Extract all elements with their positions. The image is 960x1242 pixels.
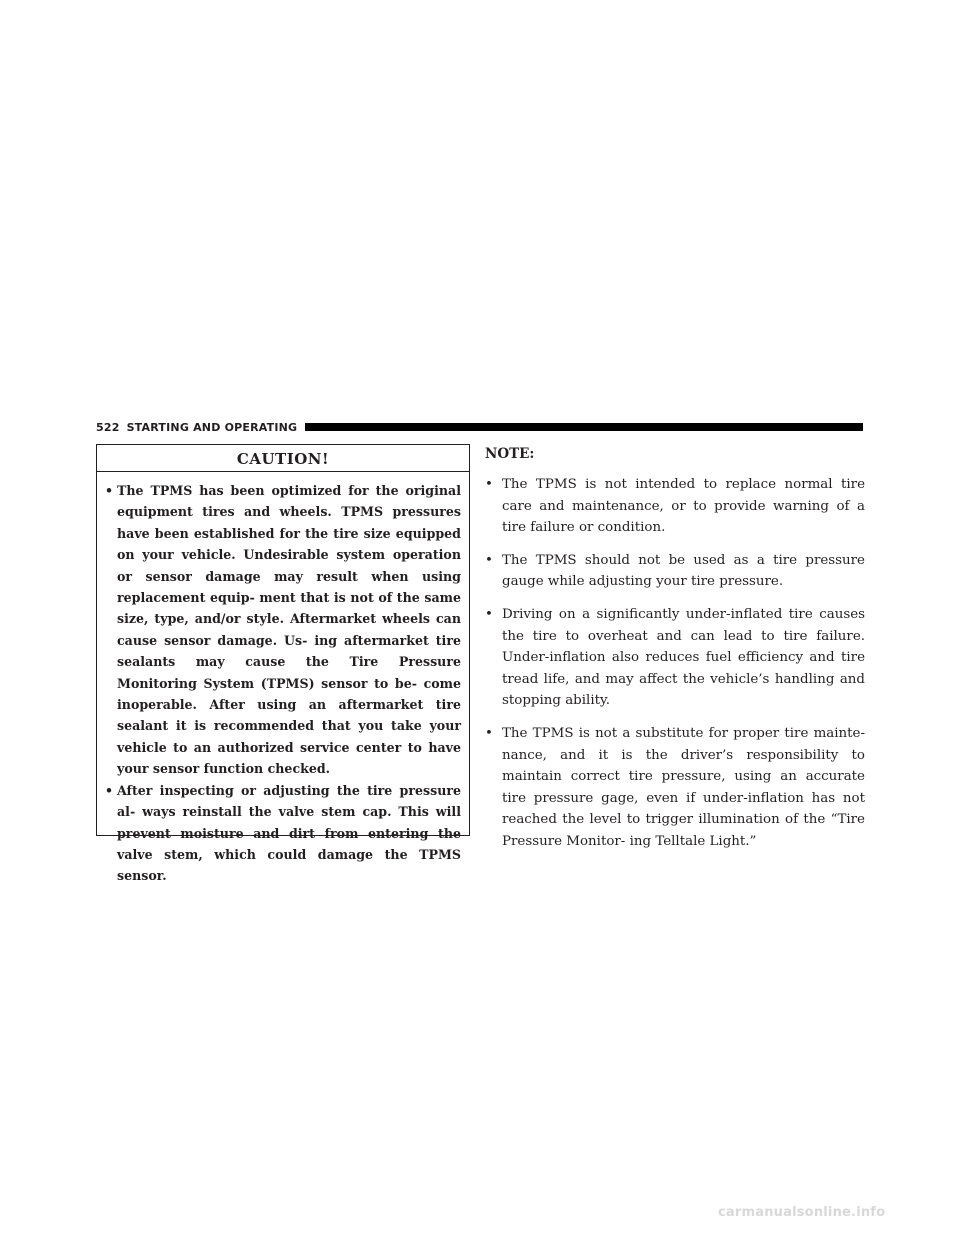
section-title: STARTING AND OPERATING [126,420,298,434]
note-section [485,443,865,864]
caution-title: CAUTION! [97,445,469,472]
note-item [485,550,865,593]
note-item [485,604,865,712]
bullet-icon: • [485,477,493,492]
watermark: carmanualsonline.info [718,1205,886,1220]
caution-list [97,472,469,887]
caution-item [105,480,461,780]
caution-item [105,780,461,887]
bullet-icon: • [485,725,493,741]
page-header [96,418,863,436]
note-item-text: The TPMS is not intended to replace normal tire care and maintenance, or to provide warning of a tire failure or condition. [502,477,865,536]
caution-item-text: After inspecting or adjusting the tire pressure al- ways reinstall the valve stem cap. This will prevent moisture and dirt from entering the valve stem, which could damage the TPMS sensor. [117,782,461,884]
note-item [485,474,865,539]
caution-box [96,444,470,884]
header-rule [305,423,863,431]
note-item [485,723,865,853]
note-list [485,474,865,853]
note-item-text: The TPMS is not a substitute for proper tire mainte- nance, and it is the driver’s responsibility to maintain correct tire pressure, using an accurate tire pressure gage, even if under-inflation has not reached the level to trigger illumination of the “Tire Pressure Monitor- ing Telltale Light.” [502,725,865,849]
caution-item-text: The TPMS has been optimized for the original equipment tires and wheels. TPMS pressures have been established for the tire size equipped on your vehicle. Undesirable system operation or sensor damage may result when using replacement equip- ment that is not of the same size, type, and/or style. Aftermarket wheels can cause sensor damage. Us- ing aftermarket tire sealants may cause the Tire Pressure Monitoring System (TPMS) sensor to be- come inoperable. After using an aftermarket tire sealant it is recommended that you take your vehicle to an authorized service center to have your sensor function checked. [117,483,461,777]
note-item-text: Driving on a significantly under-inflated tire causes the tire to overheat and can lead to tire failure. Under-inflation also reduces fuel efficiency and tire tread life, and may affect the vehicle’s handling and stopping ability. [502,606,865,709]
note-title: NOTE: [485,446,535,462]
bullet-icon: • [105,782,114,798]
bullet-icon: • [485,552,493,568]
bullet-icon: • [485,606,493,622]
page-number: 522 [96,420,120,434]
note-item-text: The TPMS should not be used as a tire pressure gauge while adjusting your tire pressure. [502,552,865,590]
bullet-icon: • [105,483,114,498]
